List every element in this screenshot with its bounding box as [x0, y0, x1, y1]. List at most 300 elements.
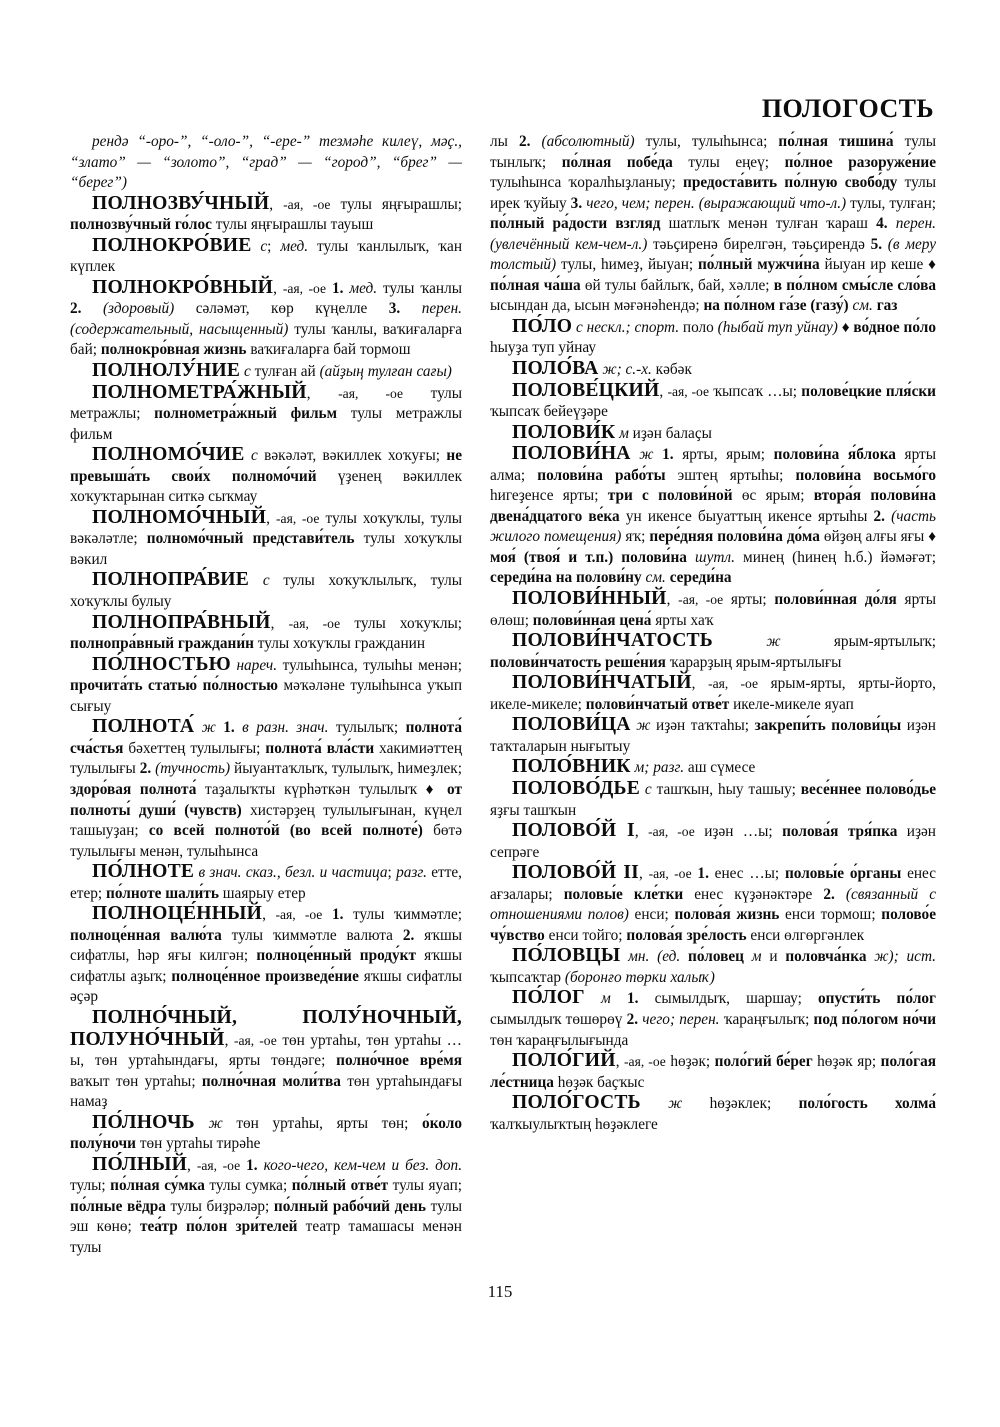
gloss: тулы ҡанлылыҡ, ҡан күплек [70, 237, 463, 276]
headword: ПОЛОВИ́ЦА [512, 714, 631, 736]
phrase-gloss: өс ярым; [732, 487, 814, 505]
entry-polovinchatyy: ПОЛОВИ́НЧАТЫЙ, -ая, -ое ярым-ярты, ярты-йорто, икеле-микеле; полови́нчатый отве́т икеле-микеле яуап [490, 672, 937, 713]
part-of-speech-label: нареч. [236, 656, 278, 674]
headword: ПОЛНОЦЕ́ННЫЙ [92, 903, 263, 925]
idiom-gloss: һыуҙа туп уйнау [490, 339, 597, 357]
gloss: сәләмәт, көр күңелле [174, 300, 389, 318]
sense-number: 2. [139, 760, 152, 778]
sense-number: 1. [697, 865, 709, 883]
entry-polovina [490, 444, 936, 589]
phrase-gloss: енси тойго; [544, 926, 627, 944]
idiom: во́дное по́ло [853, 318, 937, 336]
phrase-gloss: һөҙәк яр; [812, 1053, 881, 1071]
phrase-gloss: ҡалҡыулыҡтың һөҙәклеге [490, 1115, 658, 1133]
gloss: тулы хоҡуҡлы, тулы вәкәләтле; [70, 509, 462, 548]
headword: ПОЛОВИ́НЧАТОСТЬ [512, 630, 713, 652]
phrase: половы́е кле́тки [563, 885, 684, 903]
text-columns [70, 132, 936, 1259]
gloss: иҙән таҡтаһы; [650, 717, 755, 735]
gloss: тулы; [70, 1177, 111, 1195]
phrase-gloss: тулы метражлы фильм [70, 405, 462, 443]
entry-polovnik [490, 757, 936, 779]
phrase: по́лная тишина́ [778, 133, 894, 150]
field-label: ист. [906, 948, 937, 966]
idiom-gloss: өй тулы байлыҡ, бай, хәлле; [580, 276, 774, 294]
phrase-gloss: енси өлгөргәнлек [746, 926, 865, 944]
phrase: полнота́ сча́стья [70, 719, 463, 757]
diamond-icon: ♦ [425, 780, 439, 798]
gloss: тулы, тулған; [846, 194, 937, 212]
register-label: шутл. [695, 548, 735, 566]
phrase: по́лный мужчи́на [697, 256, 820, 274]
gender-label: ж [201, 719, 216, 737]
paren-singular: (ед. [657, 948, 681, 966]
phrase-gloss: шатлыҡ менән тулған ҡараш [660, 215, 877, 233]
gender-label: ж [208, 1114, 223, 1132]
phrase-gloss: мәҡәләне тулыһынса уҡып сығыу [70, 677, 463, 715]
sense-number: 5. [870, 235, 883, 253]
headword: ПОЛНОТА́ [92, 716, 195, 738]
phrase-gloss: шаярыу етер [218, 884, 306, 902]
headword: ПОЛНОПРА́ВИЕ [92, 569, 250, 591]
entry-polnyy: ПО́ЛНЫЙ, -ая, -ое 1. кого-чего, кем-чем и без. доп. тулы; по́лная су́мка тулы сумка; по́лный отве́т тулы яуап; по́лные вёдра тулы биҙрәләр; по́лный рабо́чий день тулы эш көнө; теа́тр по́лон зри́телей театр тамашасы менән тулы [70, 1153, 463, 1256]
phrase: полнопра́вный граждани́н [70, 635, 254, 653]
phrase: весе́ннее полово́дье [800, 780, 936, 798]
phrase-gloss: енес күҙәнәктәре [683, 885, 824, 903]
entry-polnyy-continued [490, 132, 936, 317]
entry-polnopravnyy: ПОЛНОПРА́ВНЫЙ, -ая, -ое тулы хоҡуҡлы; полнопра́вный граждани́н тулы хоҡуҡлы гражданин [70, 611, 462, 653]
idiom-gloss: минең (һинең һ.б.) йәмәғәт; [734, 548, 936, 566]
gloss: иҙән …ы; [694, 823, 783, 841]
phrase-gloss: эштең яртыһы; [665, 466, 796, 484]
phrase: здоро́вая полнота́ [70, 780, 197, 798]
phrase-gloss: тулы сумка; [204, 1177, 292, 1195]
entry-pologiy: ПОЛО́ГИЙ, -ая, -ое һөҙәк; поло́гий бе́рег һөҙәк яр; поло́гая ле́стница һөҙәк баҫҡыс [490, 1050, 937, 1091]
gloss: тулыһынса, тулыһы менән; [277, 656, 462, 674]
gloss: ҡараңғылыҡ; [719, 1010, 814, 1028]
grammar-note: -ая, -ое [233, 1032, 277, 1048]
left-column [70, 132, 462, 1259]
grammar-note: -ая, -ое [678, 592, 724, 608]
sense-number: 1. [223, 719, 235, 737]
grammar-note: -ая, -ое [275, 907, 323, 923]
sense-number: 2. [626, 1010, 639, 1028]
phrase-gloss: һөҙәк баҫҡыс [553, 1073, 645, 1091]
phrase: полноце́нная валю́та [70, 926, 222, 944]
continuation-head: лы [490, 133, 519, 150]
phrase-gloss: тулы тынлыҡ; [490, 133, 936, 171]
idiom: середи́на на полови́ну [490, 569, 642, 587]
headword: ПОЛОВИ́НА [512, 443, 631, 465]
phrase-gloss: тулы биҙрәләр; [165, 1197, 274, 1215]
sense-number: 1. [331, 279, 344, 297]
cross-ref: газ [876, 297, 898, 315]
idiom: в по́лном смы́сле сло́ва [773, 276, 936, 294]
entry-polnochnyy: ПОЛНО́ЧНЫЙ, ПОЛУ́НОЧНЫЙ, ПОЛУНО́ЧНЫЙ, -ая, -ое төн уртаһы, төн уртаһы …ы, төн уртаһындағы, ярты төндәге; полно́чное вре́мя ваҡыт төн уртаһы; полно́чная моли́тва төн уртаһындағы намаҙ [70, 1006, 462, 1111]
phrase: половы́е о́рганы [784, 865, 902, 883]
phrase: по́лный рабо́чий день [273, 1197, 427, 1215]
phrase-gloss: енси тормош; [779, 906, 882, 924]
sense-label: перен. [421, 300, 463, 318]
phrase-gloss: яҙғы ташҡын [490, 801, 577, 819]
headword: ПОЛОВИ́К [512, 421, 616, 443]
entry-polovoy-1: ПОЛОВО́Й I, -ая, -ое иҙән …ы; полова́я тря́пка иҙән сепрәге [490, 820, 936, 861]
gender-label: с [262, 572, 270, 590]
phrase: по́лная су́мка [110, 1177, 205, 1195]
phrase-gloss: хакимиәттең тулылығы [70, 739, 463, 778]
grammar-note: -ая, -ое [338, 385, 404, 401]
gloss: ярым-ярты, ярты-йорто, икеле-микеле; [490, 675, 937, 713]
sense-number: 4. [876, 215, 888, 233]
gloss: тулы ҡанлы [377, 279, 462, 297]
gloss: тулы, һимеҙ, йыуан; [556, 256, 698, 274]
headword: ПОЛНОПРА́ВНЫЙ [92, 611, 271, 633]
phrase: полови́на я́блока [773, 446, 896, 464]
entry-polnopravie [70, 570, 462, 612]
sense-number: 2. [873, 507, 885, 525]
sense-number: 1. [331, 906, 344, 924]
cross-ref-label: см. [645, 569, 666, 587]
usage-label: в знач. сказ., безл. и частица [198, 864, 388, 882]
entry-polnoch [70, 1113, 462, 1155]
entry-polova [490, 359, 936, 381]
idiom: на по́лном га́зе (газу́) [703, 297, 849, 315]
headword: ПОЛНОЗВУ́ЧНЫЙ [92, 192, 270, 214]
entry-polnomochie [70, 445, 462, 508]
phrase: полноце́нное произведе́ние [171, 967, 359, 985]
entry-polovetskiy: ПОЛОВЕ́ЦКИЙ, -ая, -ое ҡыпсаҡ …ы; полове́цкие пля́ски ҡыпсаҡ бейеүҙәре [490, 379, 936, 421]
phrase-gloss: йыуан ир кеше [819, 256, 929, 274]
gloss: төн уртаһы, төн уртаһы …ы, төн уртаһындағы, ярты төндәге; [70, 1031, 462, 1070]
phrase: по́лноте шали́ть [106, 884, 219, 902]
grammar-note: -ая, -ое [667, 383, 710, 399]
phrase-gloss: ҡыпсаҡ бейеүҙәре [490, 403, 608, 421]
phrase: прочита́ть статью́ по́лностью [70, 677, 278, 695]
gloss: тулы ҡиммәтле; [343, 906, 463, 924]
phrase-gloss: енес ағзалары; [490, 865, 937, 903]
idiom: моя́ (твоя́ и т.п.) полови́на [490, 548, 687, 566]
phrase-gloss: ун икенсе быуаттың икенсе яртыһы [619, 507, 874, 525]
gloss-paren: (айҙың тулған сағы) [319, 363, 452, 381]
phrase: полнозву́чный го́лос [70, 216, 212, 234]
phrase-gloss: иҙән таҡталарын нығытыу [490, 717, 936, 755]
gloss: тулы хоҡуҡлылыҡ, тулы хоҡуҡлы булыу [70, 572, 462, 611]
sense-number: 1. [662, 446, 674, 464]
gloss: иҙән балаҫы [628, 424, 712, 442]
gloss: аш сүмесе [684, 759, 756, 777]
entry-polovinnyy: ПОЛОВИ́ННЫЙ, -ая, -ое ярты; полови́нная до́ля ярты өлөш; полови́нная цена́ ярты хаҡ [490, 588, 936, 629]
headword: ПОЛО́ВНИК [512, 756, 631, 778]
headword: ПОЛОВО́Й I [512, 820, 635, 842]
entry-polo [490, 317, 936, 359]
headword: ПОЛОВЕ́ЦКИЙ [512, 379, 660, 401]
phrase-gloss: тулы хоҡуҡлы вәкил [70, 530, 462, 568]
sense-label: чего; перен. [642, 1010, 720, 1028]
phrase: предоста́вить по́лную свобо́ду [683, 174, 898, 192]
gloss: тулылыҡ; [328, 719, 406, 737]
phrase-gloss: тулы еңеү; [672, 153, 785, 171]
gloss: енси; [628, 906, 675, 924]
headword: ПОЛО́ВА [512, 358, 599, 380]
headword: ПО́ЛНЫЙ [92, 1153, 188, 1175]
phrase-gloss: төн ҡараңғылығында [490, 1031, 629, 1049]
feminine-form: половча́нка [785, 948, 867, 966]
phrase: полноце́нный проду́кт [256, 947, 417, 965]
phrase: полови́на рабо́ты [537, 466, 666, 484]
gloss: енес …ы; [708, 865, 785, 883]
phrase: полови́нчатый отве́т [585, 695, 730, 713]
gender-label: м; [634, 759, 654, 777]
right-column [490, 132, 936, 1259]
gloss-paren: (һыбай туп уйнау) [717, 318, 838, 336]
phrase: полно́чное вре́мя [336, 1052, 462, 1070]
entry-polnote: ПО́ЛНОТЕ в знач. сказ., безл. и частица; разг. етте, етер; по́лноте шали́ть шаярыу етер [70, 861, 463, 902]
sense-number: 2. [70, 300, 82, 318]
headword: ПО́ЛНОТЕ [92, 861, 195, 883]
gloss-paren: (боронғо төрки халыҡ) [564, 968, 715, 986]
sense-label: в разн. знач. [242, 719, 329, 737]
sense-paren: (содержательный, насыщенный) [70, 320, 289, 338]
grammar-note: -ая, -ое [648, 866, 692, 882]
phrase: по́лная побе́да [561, 153, 673, 171]
phrase: полови́нная до́ля [774, 591, 897, 609]
gloss: һөҙәк; [665, 1053, 715, 1071]
phrase-gloss: һигеҙенсе ярты; [490, 487, 608, 505]
phrase: полови́нчатость реше́ния [490, 653, 666, 671]
diamond-icon: ♦ [928, 256, 936, 274]
sense-paren: (часть жилого помещения) [490, 507, 936, 546]
comma: , [269, 195, 284, 213]
idiom: со всей полното́й (во всей полноте́) [148, 822, 423, 840]
sense-number: 2. [823, 885, 835, 903]
gloss: ярты; [723, 591, 775, 609]
gloss: поло [679, 318, 718, 336]
sense-number: 2. [402, 926, 415, 944]
phrase: опусти́ть по́лог [818, 990, 936, 1008]
phrase-gloss: театр тамашасы менән тулы [70, 1218, 462, 1256]
entry-polnolunie [70, 361, 462, 383]
headword: ПОЛНОКРО́ВИЕ [92, 234, 252, 256]
phrase: по́лный отве́т [291, 1177, 389, 1195]
grammar-note: -ая, -ое [624, 1054, 666, 1070]
field-label: мед. [349, 279, 378, 297]
phrase: полно́чная моли́тва [201, 1072, 341, 1090]
gender-label: ж [639, 446, 654, 464]
gender-label: ж [766, 633, 781, 651]
diamond-icon: ♦ [928, 528, 937, 546]
number-label: мн. [628, 948, 650, 966]
gender-label: ж); [874, 948, 899, 966]
phrase-gloss: өйҙөң алғы яғы [819, 528, 929, 546]
sense-number: 1. [626, 990, 639, 1008]
phrase-gloss: үҙенең вәкиллек хоҡуҡтарынан ситкә сыҡмау [70, 467, 462, 506]
gender-label: ж; [602, 361, 626, 379]
gloss: тулы метражлы; [70, 384, 462, 423]
field-label: мед. [280, 237, 309, 255]
grammar-note: -ая, -ое [196, 1157, 241, 1173]
phrase: полова́я жизнь [674, 906, 780, 924]
gloss: ҡыпсаҡ …ы; [709, 382, 802, 400]
gloss: тулы, тулыһынса; [634, 133, 779, 150]
gloss: йыуантаҡлыҡ, тулылыҡ, һимеҙлек; [230, 760, 462, 778]
entry-polovtsy [490, 946, 936, 988]
headword: ПО́ЛОГ [512, 987, 585, 1009]
sense-paren: (связанный с отношениями полов) [490, 885, 936, 924]
phrase: втора́я полови́на двена́дцатого ве́ка [490, 487, 936, 525]
entry-polnota [70, 717, 462, 862]
entry-continuation [70, 132, 462, 194]
headword: ПОЛОВО́Й II [512, 862, 639, 884]
headword: ПО́ЛО [512, 315, 573, 337]
phrase: поло́гий бе́рег [714, 1053, 813, 1071]
phrase: о́коло полу́ночи [70, 1114, 462, 1153]
phrase: по́лный ра́дости взгляд [490, 215, 661, 233]
phrase: полове́цкие пля́ски [801, 382, 936, 400]
cross-ref-label: см. [852, 297, 873, 315]
phrase-gloss: тулыһынса ҡоралһыҙланыу; [490, 174, 684, 192]
gender-label: ж [668, 1095, 683, 1113]
phrase: полова́я тря́пка [782, 823, 898, 841]
gender-label: м [751, 948, 762, 966]
phrase: не превыша́ть свои́х полномо́чий [70, 447, 462, 485]
sense-paren: (тучность) [155, 760, 231, 778]
phrase: полномо́чный представи́тель [146, 530, 355, 548]
phrase-gloss: ярты өлөш; [490, 591, 936, 629]
entry-polovik [490, 423, 936, 445]
phrase: полнокро́вная жизнь [100, 341, 247, 359]
phrase: полова́я зре́лость [626, 926, 747, 944]
conjunction: и [761, 948, 786, 966]
diamond-icon: ♦ [841, 318, 850, 336]
page-number: 115 [487, 1282, 513, 1301]
continuation-text: рендә “-оро-”, “-оло-”, “-ере-” тезмәһе килеү, мәҫ., “злато” — “золото”, “град” — “город”, “брег” — “берег”) [70, 133, 462, 192]
gloss: һөҙәклек; [682, 1095, 799, 1113]
gender-label: с [250, 447, 258, 465]
gloss: вәкәләт, вәкиллек хоҡуғы; [257, 447, 447, 465]
phrase-gloss: сымылдыҡ төшөрөү [490, 1010, 627, 1028]
idiom: от полноты́ души́ (чувств) [70, 780, 462, 819]
gender-label: с [243, 363, 251, 381]
phrase: поло́гая ле́стница [490, 1053, 937, 1091]
phrase-gloss: таҙалыҡты күрһәткән тулылыҡ [196, 780, 426, 798]
gloss: тулы ҡанлы, ваҡиғаларға бай; [70, 320, 462, 359]
gender-label: с [644, 780, 652, 798]
phrase: по́лное разоруже́ние [784, 153, 936, 171]
gloss: ҡыпсаҡтар [490, 968, 565, 986]
gloss: ярым-яртылыҡ; [780, 633, 936, 651]
gloss: тулы яңғырашлы; [330, 195, 463, 213]
entry-polovoy-2: ПОЛОВО́Й II, -ая, -ое 1. енес …ы; половы́е о́рганы енес ағзалары; половы́е кле́тки енес күҙәнәктәре 2. (связанный с отношениями полов) енси; полова́я жизнь енси тормош; полово́е чу́вство енси тойго; полова́я зре́лость енси өлгөргәнлек [490, 862, 937, 944]
entry-pologost [490, 1093, 936, 1135]
phrase: поло́гость холма́ [798, 1095, 937, 1113]
gender-label: с [260, 237, 268, 255]
running-head: ПОЛОГОСТЬ [761, 94, 934, 123]
entry-polovitsa [490, 715, 936, 757]
sense-label: кого-чего, кем-чем и без. доп. [263, 1156, 463, 1174]
phrase-gloss: яҡшы сифатлы әҫәр [70, 967, 462, 1006]
entry-polnokrovie: ПОЛНОКРО́ВИЕ с; мед. тулы ҡанлылыҡ, ҡан күплек [70, 234, 463, 276]
entry-polog [490, 988, 936, 1051]
gloss: сымылдыҡ, шаршау; [638, 990, 819, 1008]
entry-polnozvuchnyy [70, 194, 462, 236]
gloss: тәьҫиренә бирелгән, тәьҫирендә [647, 235, 871, 253]
phrase: по́лные вёдра [70, 1197, 166, 1215]
cross-ref: середи́на [669, 569, 732, 587]
singular-form: по́ловец [688, 948, 744, 966]
idiom: по́лная ча́ша [490, 276, 581, 294]
idiom-gloss: ысындан да, ысын мәғәнәһендә; [490, 297, 704, 315]
sense-paren: (выражающий что-л.) [698, 194, 847, 212]
gloss: төн уртаһы, ярты төн; [222, 1114, 423, 1132]
phrase: полови́нная цена́ [532, 611, 652, 629]
gloss: тулы хоҡуҡлы; [340, 614, 462, 632]
phrase-gloss: тулы хоҡуҡлы гражданин [253, 635, 426, 653]
headword: ПОЛНОМО́ЧНЫЙ [92, 506, 267, 528]
phrase-gloss: ваҡыт төн уртаһы; [70, 1072, 202, 1090]
register-label: разг. [653, 759, 685, 777]
headword: ПОЛНОЛУ́НИЕ [92, 360, 241, 382]
gloss: ташҡын, һыу ташыу; [651, 780, 801, 798]
entry-polnostyu [70, 655, 462, 718]
phrase-gloss: ҡарарҙың ярым-яртылығы [665, 653, 842, 671]
gloss: яҡшы сифатлы, һәр яғы килгән; [70, 926, 463, 965]
phrase: полнометра́жный фильм [154, 405, 338, 423]
phrase: полнота́ вла́сти [265, 739, 375, 757]
phrase: теа́тр по́лон зри́телей [139, 1218, 298, 1236]
phrase-gloss: төн уртаһындағы намаҙ [70, 1072, 462, 1111]
headword: ПОЛО́ГОСТЬ [512, 1092, 641, 1114]
field-label: с.-х. [625, 361, 652, 379]
phrase: пере́дняя полови́на до́ма [649, 528, 820, 546]
headword: ПОЛНОМО́ЧИЕ [92, 444, 245, 466]
phrase-gloss: иҙән сепрәге [490, 823, 936, 861]
phrase-gloss: тулы яңғырашлы тауыш [211, 216, 374, 234]
gender-label: м [619, 424, 629, 442]
headword: ПОЛНО́ЧНЫЙ, ПОЛУ́НОЧНЫЙ, ПОЛУНО́ЧНЫЙ [70, 1006, 462, 1050]
sense-number: 3. [570, 194, 583, 212]
entry-polovinchatost [490, 631, 936, 673]
phrase: закрепи́ть полови́цы [754, 717, 902, 735]
register-label: разг. [396, 864, 427, 882]
phrase: полово́е чу́вство [490, 906, 936, 944]
headword: ПОЛОВО́ДЬЕ [512, 777, 640, 799]
grammar-note: -ая, -ое [276, 510, 320, 526]
headword: ПО́ЛНОЧЬ [92, 1111, 195, 1133]
phrase-gloss: яҡшы сифатлы аҙыҡ; [70, 947, 463, 985]
phrase-gloss: тулы ирек ҡуйыу [490, 174, 937, 212]
entry-polnometrazhnyy: ПОЛНОМЕТРА́ЖНЫЙ, -ая, -ое тулы метражлы; полнометра́жный фильм тулы метражлы фильм [70, 381, 462, 443]
entry-polnotsennyy: ПОЛНОЦЕ́ННЫЙ, -ая, -ое 1. тулы ҡиммәтле; полноце́нная валю́та тулы ҡиммәтле валюта 2. яҡшы сифатлы, һәр яғы килгән; полноце́нный проду́кт яҡшы сифатлы аҙыҡ; полноце́нное произведе́ние яҡшы сифатлы әҫәр [70, 903, 463, 1006]
headword: ПОЛОВИ́НЧАТЫЙ [512, 672, 692, 694]
sense-label: перен. [895, 215, 936, 233]
grammar-label: с нескл.; спорт. [576, 318, 680, 336]
entry-polnomochnyy: ПОЛНОМО́ЧНЫЙ, -ая, -ое тулы хоҡуҡлы, тулы вәкәләтле; полномо́чный представи́тель тулы хоҡуҡлы вәкил [70, 506, 462, 568]
phrase-gloss: ярты хаҡ [651, 611, 714, 629]
idiom-gloss: бөтә тулылығы менән, тулыһынса [70, 822, 462, 860]
grammar-note: -ая, -ое [288, 615, 341, 631]
entry-polnokrovnyy: ПОЛНОКРО́ВНЫЙ, -ая, -ое 1. мед. тулы ҡанлы 2. (здоровый) сәләмәт, көр күңелле 3. перен. (содержательный, насыщенный) тулы ҡанлы, ваҡиғаларға бай; полнокро́вная жизнь ваҡиғаларға бай тормош [70, 276, 463, 359]
phrase-gloss: бәхеттең тулылығы; [123, 739, 266, 757]
headword: ПОЛНОМЕТРА́ЖНЫЙ [92, 381, 307, 403]
phrase: под по́логом но́чи [813, 1010, 937, 1028]
phrase-gloss: төн уртаһы тирәһе [136, 1135, 261, 1153]
sense-number: 3. [388, 300, 401, 318]
gloss: тулған ай [250, 363, 320, 381]
phrase: полови́на восьмо́го [795, 466, 936, 484]
phrase-gloss: тулы эш көнө; [70, 1197, 462, 1236]
gloss: кәбәк [651, 361, 692, 379]
idiom-gloss: хистәрҙең тулылығынан, күңел ташыуҙан; [70, 801, 462, 840]
